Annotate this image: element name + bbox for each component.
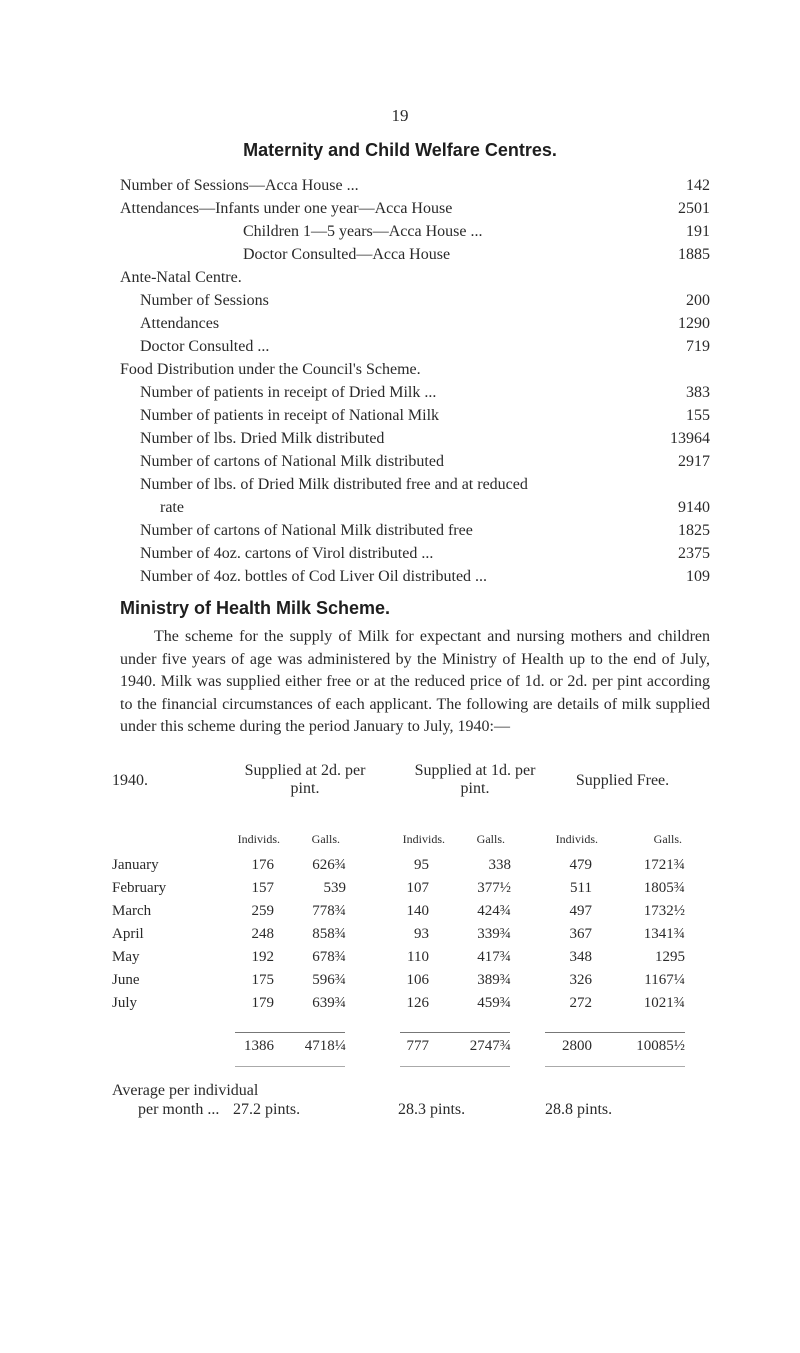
total-cell: 10085½ [636,1038,685,1054]
table-cell: 338 [488,857,511,873]
table-cell: 176 [251,857,274,873]
stat-label: Number of 4oz. cartons of Virol distributed ... [140,545,434,562]
table-row-month: January [112,857,159,873]
table-cell: 1021¾ [643,995,685,1011]
total-underline [545,1066,685,1067]
table-cell: 107 [406,880,429,896]
table-cell: 626¾ [312,857,346,873]
table-cell: 539 [323,880,346,896]
average-label: per month ... [138,1101,220,1118]
average-value: 28.3 pints. [398,1101,466,1118]
stat-label: Number of cartons of National Milk distributed [140,453,444,470]
stat-label: Doctor Consulted ... [140,338,270,355]
table-cell: 192 [251,949,274,965]
table-cell: 95 [414,857,429,873]
table-row-month: February [112,880,167,896]
stat-value: 2375 [678,545,710,562]
table-cell: 639¾ [312,995,346,1011]
table-cell: 157 [251,880,274,896]
table-cell: 678¾ [312,949,346,965]
ministry-heading: Ministry of Health Milk Scheme. [120,598,391,618]
stat-label: Number of Sessions—Acca House ... [120,177,359,194]
table-cell: 389¾ [477,972,511,988]
page-title: Maternity and Child Welfare Centres. [243,140,557,160]
stat-value: 2501 [678,200,710,217]
table-cell: 377½ [477,880,511,896]
stat-label: Number of cartons of National Milk distributed free [140,522,473,539]
table-cell: 424¾ [477,903,511,919]
table-cell: 348 [569,949,592,965]
table-group-header: Supplied at 1d. per pint. [414,762,536,797]
stat-value: 9140 [678,499,710,516]
stat-value: 13964 [670,430,710,447]
stat-value: 383 [686,384,710,401]
total-cell: 2747¾ [469,1038,511,1054]
table-row-month: March [112,903,152,919]
table-cell: 126 [406,995,429,1011]
stat-value: 191 [686,223,710,240]
total-cell: 1386 [244,1038,274,1054]
total-cell: 2800 [562,1038,592,1054]
stat-value: 142 [686,177,710,194]
table-row-month: April [112,926,144,942]
table-cell: 1732½ [643,903,685,919]
table-cell: 511 [570,880,592,896]
table-cell: 1167¼ [644,972,685,988]
table-cell: 326 [569,972,592,988]
average-value: 28.8 pints. [545,1101,613,1118]
stat-label: Children 1—5 years—Acca House ... [243,223,483,240]
table-row-month: July [112,995,138,1011]
stat-value: 155 [686,407,710,424]
stat-value: 2917 [678,453,710,470]
table-cell: 140 [406,903,429,919]
food-heading: Food Distribution under the Council's Scheme. [120,361,421,378]
antenatal-heading: Ante-Natal Centre. [120,269,242,286]
table-cell: 106 [406,972,429,988]
table-cell: 175 [251,972,274,988]
total-rule [545,1032,685,1033]
stat-label: Attendances—Infants under one year—Acca House [120,200,453,217]
total-cell: 777 [406,1038,429,1054]
table-cell: 479 [569,857,592,873]
table-row-month: June [112,972,140,988]
stat-value: 109 [686,568,710,585]
table-group-header: Supplied Free. [575,772,670,789]
average-value: 27.2 pints. [233,1101,301,1118]
total-rule [235,1032,345,1033]
stat-label: Number of lbs. Dried Milk distributed [140,430,385,447]
stat-label: Number of lbs. of Dried Milk distributed free and at reduced [140,476,528,493]
table-cell: 778¾ [312,903,346,919]
stat-label: Number of 4oz. bottles of Cod Liver Oil distributed ... [140,568,488,585]
stat-label: Number of patients in receipt of Dried Milk ... [140,384,437,401]
table-cell: 596¾ [312,972,346,988]
stat-label: rate [160,499,184,516]
table-subheader: Individs. [555,832,598,846]
stat-value: 1885 [678,246,710,263]
table-cell: 179 [251,995,274,1011]
table-subheader: Galls. [653,832,682,846]
stat-value: 1290 [678,315,710,332]
table-cell: 259 [251,903,274,919]
table-cell: 339¾ [477,926,511,942]
average-label: Average per individual [112,1082,259,1099]
table-cell: 417¾ [477,949,511,965]
table-year: 1940. [112,772,148,789]
stat-label: Number of patients in receipt of National Milk [140,407,440,424]
stat-label: Number of Sessions [140,292,269,309]
table-cell: 110 [407,949,429,965]
table-cell: 858¾ [312,926,346,942]
table-subheader: Individs. [402,832,445,846]
stat-label: Doctor Consulted—Acca House [243,246,451,263]
table-cell: 248 [251,926,274,942]
page-number: 19 [391,106,409,125]
table-cell: 1805¾ [643,880,685,896]
table-group-header: Supplied at 2d. per pint. [244,762,366,797]
total-cell: 4718¼ [304,1038,346,1054]
stat-value: 200 [686,292,710,309]
table-cell: 272 [569,995,592,1011]
table-cell: 1341¾ [643,926,685,942]
table-cell: 367 [569,926,592,942]
total-rule [400,1032,510,1033]
table-cell: 497 [569,903,592,919]
stat-value: 1825 [678,522,710,539]
total-underline [400,1066,510,1067]
table-row-month: May [112,949,140,965]
table-cell: 459¾ [477,995,511,1011]
table-cell: 1295 [655,949,685,965]
stat-label: Attendances [140,315,220,332]
table-subheader: Galls. [476,832,505,846]
table-cell: 1721¾ [643,857,685,873]
table-cell: 93 [414,926,429,942]
ministry-paragraph: The scheme for the supply of Milk for expectant and nursing mothers and children under five years of age was administered by the Ministry of Health up to the end of July, 1940. Milk was supplied either free or at the reduced price of 1d. or 2d. per pint according to the financial circumstances of each applicant. The following are details of milk supplied under this scheme during the period January to July, 1940:— [120,628,710,735]
stat-value: 719 [686,338,710,355]
table-subheader: Galls. [311,832,340,846]
table-subheader: Individs. [237,832,280,846]
total-underline [235,1066,345,1067]
